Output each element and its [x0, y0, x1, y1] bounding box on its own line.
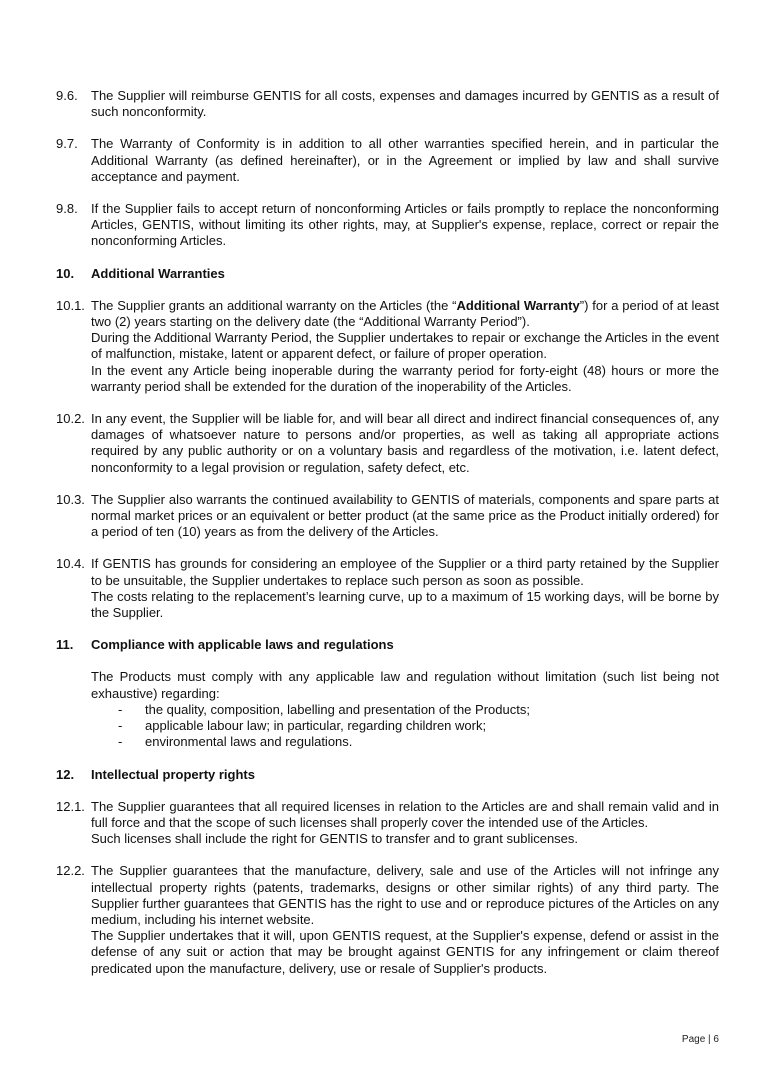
- clause-number: 12.1.: [56, 798, 85, 814]
- list-item: - the quality, composition, labelling and presentation of the Products;: [118, 702, 719, 718]
- clause-number: 10.1.: [56, 297, 85, 313]
- section-number: 11.: [56, 637, 74, 653]
- clause-9-6: [56, 88, 719, 120]
- section-title: Intellectual property rights: [91, 766, 255, 782]
- section-11-heading: [56, 637, 719, 653]
- clause-number: 9.7.: [56, 136, 78, 152]
- clause-number: 12.2.: [56, 863, 85, 879]
- clause-text: The Warranty of Conformity is in addition to all other warranties specified herein, and in particular the Additional Warranty (as defined hereinafter), or in the Agreement or implied by law and shall survive acceptance and payment.: [91, 136, 719, 184]
- requirements-list: [56, 702, 719, 751]
- section-12-heading: [56, 767, 719, 783]
- section-number: 12.: [56, 766, 75, 782]
- section-title: Additional Warranties: [91, 265, 225, 281]
- section-number: 10.: [56, 265, 75, 281]
- clause-text: The Supplier also warrants the continued availability to GENTIS of materials, components and spare parts at normal market prices or an equivalent or better product (at the same price as the Product initially ordered) for a period of ten (10) years as from the delivery of the Articles.: [91, 491, 719, 540]
- page-number: Page | 6: [681, 1034, 719, 1045]
- clause-text: The Supplier guarantees that all required licenses in relation to the Articles are and shall remain valid and in full force and that the scope of such licenses shall properly cover the intended use of the Articles.: [91, 798, 719, 830]
- section-10-heading: [56, 266, 719, 282]
- list-item: - applicable labour law; in particular, regarding children work;: [118, 718, 719, 734]
- section-11-intro: [56, 669, 719, 701]
- clause-10-1: [56, 298, 719, 395]
- intro-text: The Products must comply with any applicable law and regulation without limitation (such list being not exhaustive) regarding:: [91, 669, 719, 701]
- clause-10-2: [56, 411, 719, 476]
- clause-paragraph: In the event any Article being inoperable during the warranty period for forty-eight (48) hours or more the warranty period shall be extended for the duration of the inoperability of the Articles.: [91, 362, 719, 394]
- clause-text: The Supplier guarantees that the manufacture, delivery, sale and use of the Articles will not infringe any intellectual property rights (patents, trademarks, designs or other similar rights) of any third party. The Supplier further guarantees that GENTIS has the right to use and or reproduce pictures of the Articles on any medium, including his internet website.: [91, 863, 719, 927]
- clause-number: 10.2.: [56, 411, 85, 427]
- clause-paragraph: The costs relating to the replacement’s learning curve, up to a maximum of 15 working days, will be borne by the Supplier.: [91, 588, 719, 621]
- clause-text: In any event, the Supplier will be liable for, and will bear all direct and indirect financial consequences of, any damages of whatsoever nature to persons and/or properties, as well as taking all appropriate actions required by any public authority or on a voluntary basis and regardless of the motivation, i.e. latent defect, nonconformity to a legal provision or regulation, safety defect, etc.: [91, 411, 719, 475]
- clause-paragraph: During the Additional Warranty Period, the Supplier undertakes to repair or exchange the Articles in the event of malfunction, mistake, latent or apparent defect, or failure of proper operation.: [91, 330, 719, 362]
- clause-12-2: [56, 863, 719, 976]
- clause-9-7: [56, 136, 719, 185]
- clause-10-3: [56, 492, 719, 541]
- clause-number: 10.4.: [56, 556, 85, 572]
- clause-paragraph: Such licenses shall include the right for GENTIS to transfer and to grant sublicenses.: [91, 831, 579, 847]
- clause-10-4: [56, 556, 719, 621]
- clause-text-pre: The Supplier grants an additional warranty on the Articles (the “: [91, 297, 457, 313]
- clause-number: 9.6.: [56, 88, 78, 103]
- clause-text: If the Supplier fails to accept return of nonconforming Articles or fails promptly to replace the nonconforming Articles, GENTIS, without limiting its other rights, may, at Supplier's expense, replace, correct or repair the nonconforming Articles.: [91, 201, 719, 249]
- clause-paragraph: The Supplier undertakes that it will, upon GENTIS request, at the Supplier's expense, defend or assist in the defense of any suit or action that may be brought against GENTIS for any infringement or claim thereof predicated upon the manufacture, delivery, use or resale of Supplier's products.: [91, 928, 719, 976]
- section-title: Compliance with applicable laws and regulations: [91, 637, 394, 653]
- clause-number: 9.8.: [56, 201, 78, 217]
- list-item: - environmental laws and regulations.: [118, 734, 719, 750]
- clause-number: 10.3.: [56, 491, 85, 507]
- defined-term: Additional Warranty: [456, 297, 580, 313]
- clause-text: The Supplier will reimburse GENTIS for all costs, expenses and damages incurred by GENTIS as a result of such nonconformity.: [91, 88, 719, 120]
- clause-text: If GENTIS has grounds for considering an employee of the Supplier or a third party retained by the Supplier to be unsuitable, the Supplier undertakes to replace such person as soon as possible.: [91, 556, 719, 588]
- page-content: [56, 88, 719, 993]
- clause-text-post: ”) for a period of at least two (2) years starting on the delivery date (the “Additional Warranty Period”).: [91, 297, 719, 330]
- clause-9-8: [56, 201, 719, 250]
- clause-text: [91, 298, 719, 330]
- clause-12-1: [56, 799, 719, 848]
